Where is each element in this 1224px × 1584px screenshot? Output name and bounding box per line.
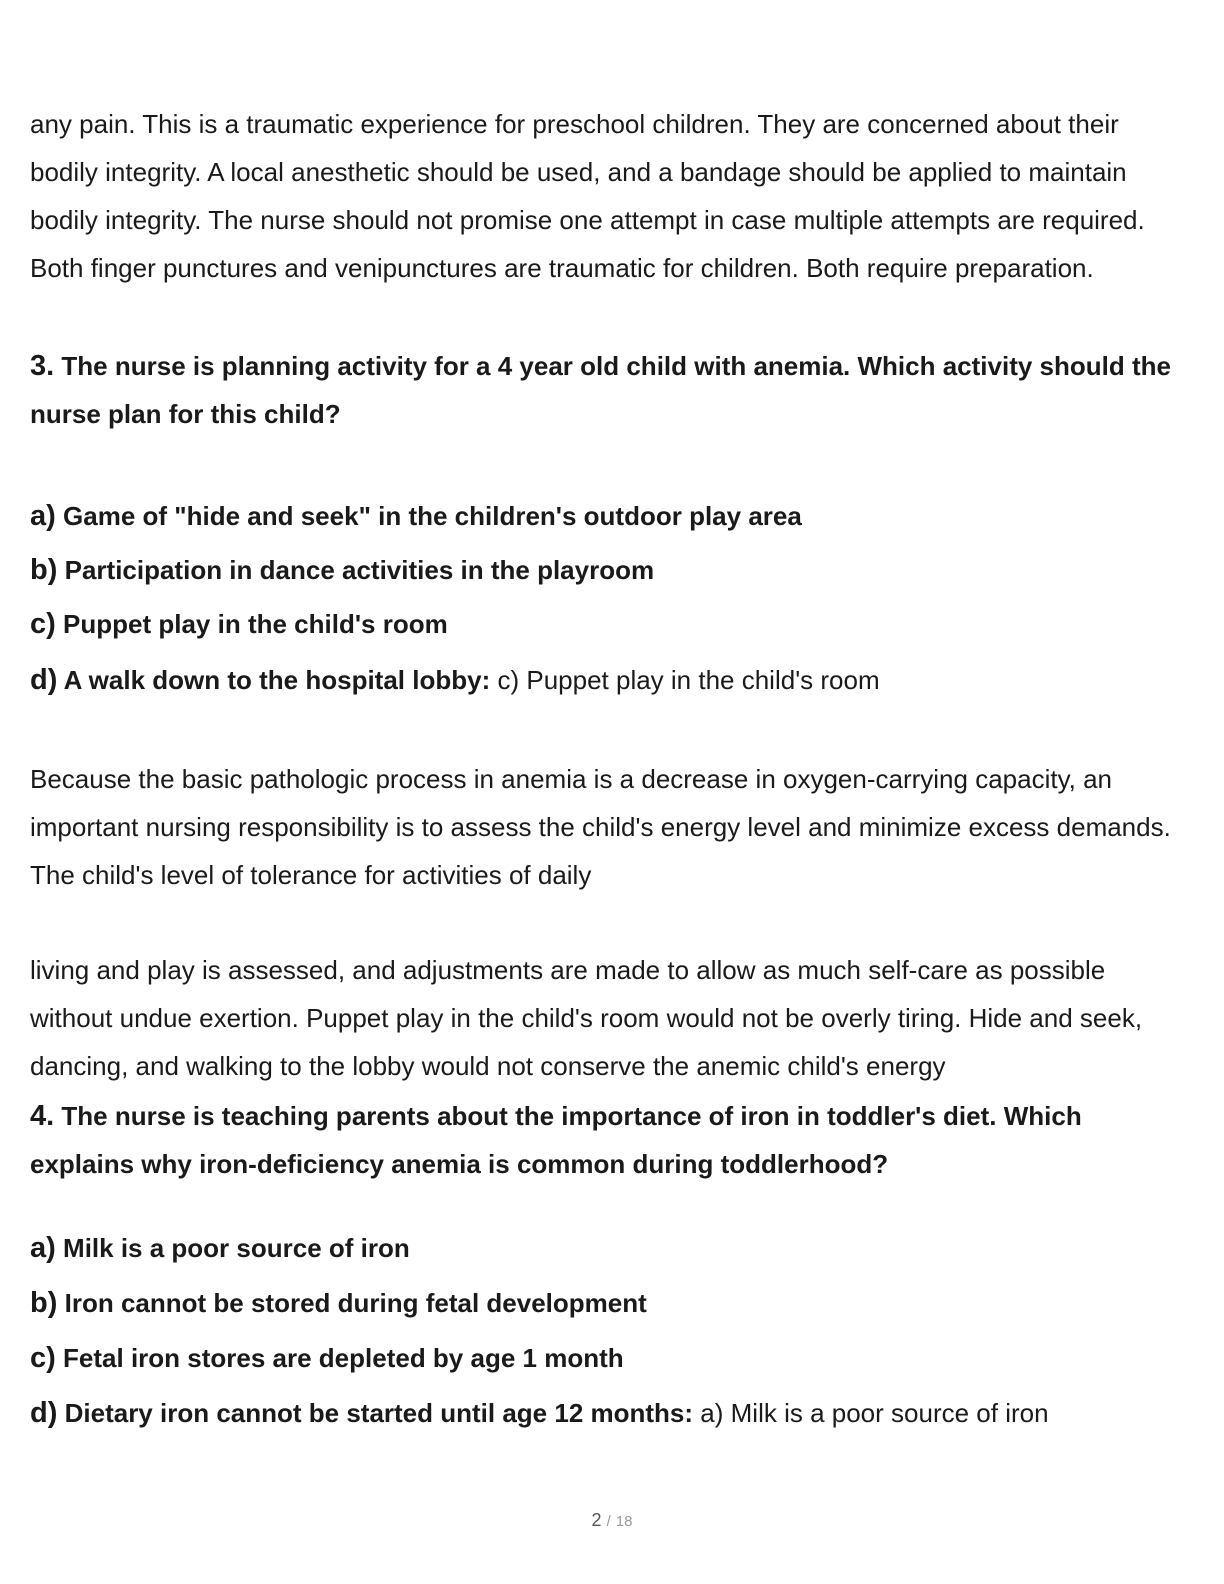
- paragraph-rationale-q3-part2: living and play is assessed, and adjustments are made to allow as much self-care as possible without undue exertion. Puppet play in the child's room would not be overly tiring. Hide and seek, dancing, and walking to the lobby would not conserve the anemic child's energy: [30, 955, 1143, 1081]
- question-3-number: 3.: [30, 350, 55, 382]
- q4-option-d: [30, 1393, 1190, 1433]
- option-letter: a): [30, 1232, 56, 1264]
- option-text: Iron cannot be stored during fetal development: [64, 1288, 647, 1318]
- option-letter: b): [30, 1287, 58, 1319]
- page-number: [0, 1510, 1224, 1531]
- paragraph-rationale-q2: any pain. This is a traumatic experience for preschool children. They are concerned about their bodily integrity. A local anesthetic should be used, and a bandage should be applied to maintain bodily integrity. The nurse should not promise one attempt in case multiple attempts are required. Both finger punctures and venipunctures are traumatic for children. Both require preparation.: [30, 109, 1145, 283]
- question-3: [30, 342, 1190, 438]
- option-text: Fetal iron stores are depleted by age 1 month: [63, 1343, 624, 1373]
- q4-option-a: [30, 1228, 1190, 1268]
- option-letter: c): [30, 1342, 56, 1374]
- q3-option-b: [30, 550, 1190, 590]
- option-text: Puppet play in the child's room: [63, 609, 448, 639]
- question-4-number: 4.: [30, 1100, 55, 1132]
- q3-answer: c) Puppet play in the child's room: [497, 665, 880, 695]
- question-4: [30, 1092, 1190, 1188]
- option-text: Game of "hide and seek" in the children's outdoor play area: [63, 501, 802, 531]
- q3-option-c: [30, 604, 1190, 644]
- page-separator: /: [606, 1513, 611, 1530]
- option-text: Milk is a poor source of iron: [63, 1233, 410, 1263]
- option-letter: c): [30, 608, 56, 640]
- q3-option-d: [30, 660, 1190, 700]
- option-text: Dietary iron cannot be started until age 12 months:: [64, 1398, 694, 1428]
- option-text: Participation in dance activities in the playroom: [64, 555, 655, 585]
- option-letter: a): [30, 500, 56, 532]
- question-3-text: The nurse is planning activity for a 4 year old child with anemia. Which activity should the nurse plan for this child?: [30, 351, 1171, 429]
- q4-option-c: [30, 1338, 1190, 1378]
- option-text: A walk down to the hospital lobby:: [63, 665, 491, 695]
- option-letter: d): [30, 664, 58, 696]
- q3-option-a: [30, 496, 1190, 536]
- current-page: 2: [591, 1510, 602, 1530]
- paragraph-rationale-q3-part1: Because the basic pathologic process in anemia is a decrease in oxygen-carrying capacity, an important nursing responsibility is to assess the child's energy level and minimize excess demands. The child's level of tolerance for activities of daily: [30, 764, 1171, 890]
- option-letter: d): [30, 1397, 58, 1429]
- question-4-text: The nurse is teaching parents about the importance of iron in toddler's diet. Which explains why iron-deficiency anemia is common during toddlerhood?: [30, 1101, 1082, 1179]
- option-letter: b): [30, 554, 58, 586]
- total-pages: 18: [615, 1513, 633, 1530]
- q4-option-b: [30, 1283, 1190, 1323]
- q4-answer: a) Milk is a poor source of iron: [700, 1398, 1049, 1428]
